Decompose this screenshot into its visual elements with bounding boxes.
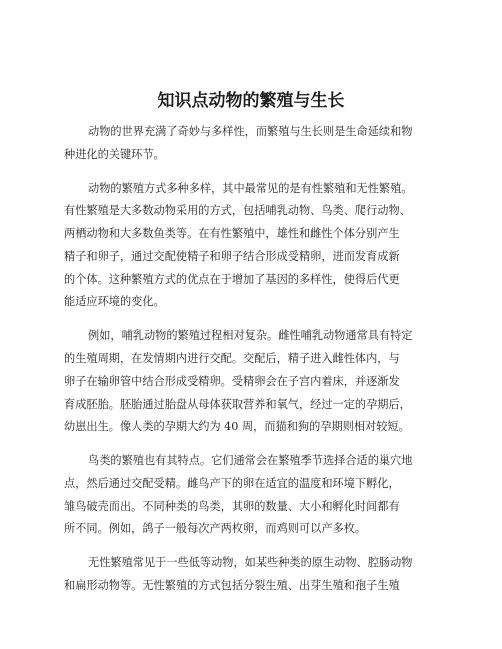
paragraph-line: 能适应环境的变化。 <box>64 295 165 308</box>
paragraph-line: 和扁形动物等。无性繁殖的方式包括分裂生殖、出芽生殖和孢子生殖 <box>64 579 400 592</box>
document-title: 知识点动物的繁殖与生长 <box>157 91 345 111</box>
paragraph-line: 两栖动物和大多数鱼类等。在有性繁殖中，雄性和雌性个体分别产生 <box>64 227 400 240</box>
paragraph-line: 的生殖周期，在发情期内进行交配。交配后，精子进入雌性体内，与 <box>64 352 400 365</box>
paragraph-line: 有性繁殖是大多数动物采用的方式，包括哺乳动物、鸟类、爬行动物、 <box>64 204 411 217</box>
paragraph-line: 无性繁殖常见于一些低等动物，如某些种类的原生动物、腔肠动物 <box>88 556 413 569</box>
paragraph-line: 卵子在输卵管中结合形成受精卵。受精卵会在子宫内着床，并逐渐发 <box>64 375 400 388</box>
paragraph-line: 的个体。这种繁殖方式的优点在于增加了基因的多样性，使得后代更 <box>64 273 400 286</box>
paragraph-line: 育成胚胎。胚胎通过胎盘从母体获取营养和氧气，经过一定的孕期后， <box>64 398 411 411</box>
paragraph-line: 种进化的关键环节。 <box>64 148 165 161</box>
paragraph-line: 幼崽出生。像人类的孕期大约为 40 周，而猫和狗的孕期则相对较短。 <box>64 420 410 433</box>
paragraph-line: 动物的世界充满了奇妙与多样性，而繁殖与生长则是生命延续和物 <box>88 125 413 138</box>
paragraph-line: 精子和卵子，通过交配使精子和卵子结合形成受精卵，进而发育成新 <box>64 250 400 263</box>
paragraph-line: 例如，哺乳动物的繁殖过程相对复杂。雌性哺乳动物通常具有特定 <box>88 329 413 342</box>
paragraph-line: 所不同。例如，鸽子一般每次产两枚卵，而鸡则可以产多枚。 <box>64 522 367 535</box>
paragraph-line: 雏鸟破壳而出。不同种类的鸟类，其卵的数量、大小和孵化时间都有 <box>64 500 400 513</box>
paragraph-line: 鸟类的繁殖也有其特点。它们通常会在繁殖季节选择合适的巢穴地 <box>88 454 413 467</box>
paragraph-line: 动物的繁殖方式多种多样，其中最常见的是有性繁殖和无性繁殖。 <box>88 182 413 195</box>
paragraph-line: 点，然后通过交配受精。雌鸟产下的卵在适宜的温度和环境下孵化， <box>64 477 400 490</box>
